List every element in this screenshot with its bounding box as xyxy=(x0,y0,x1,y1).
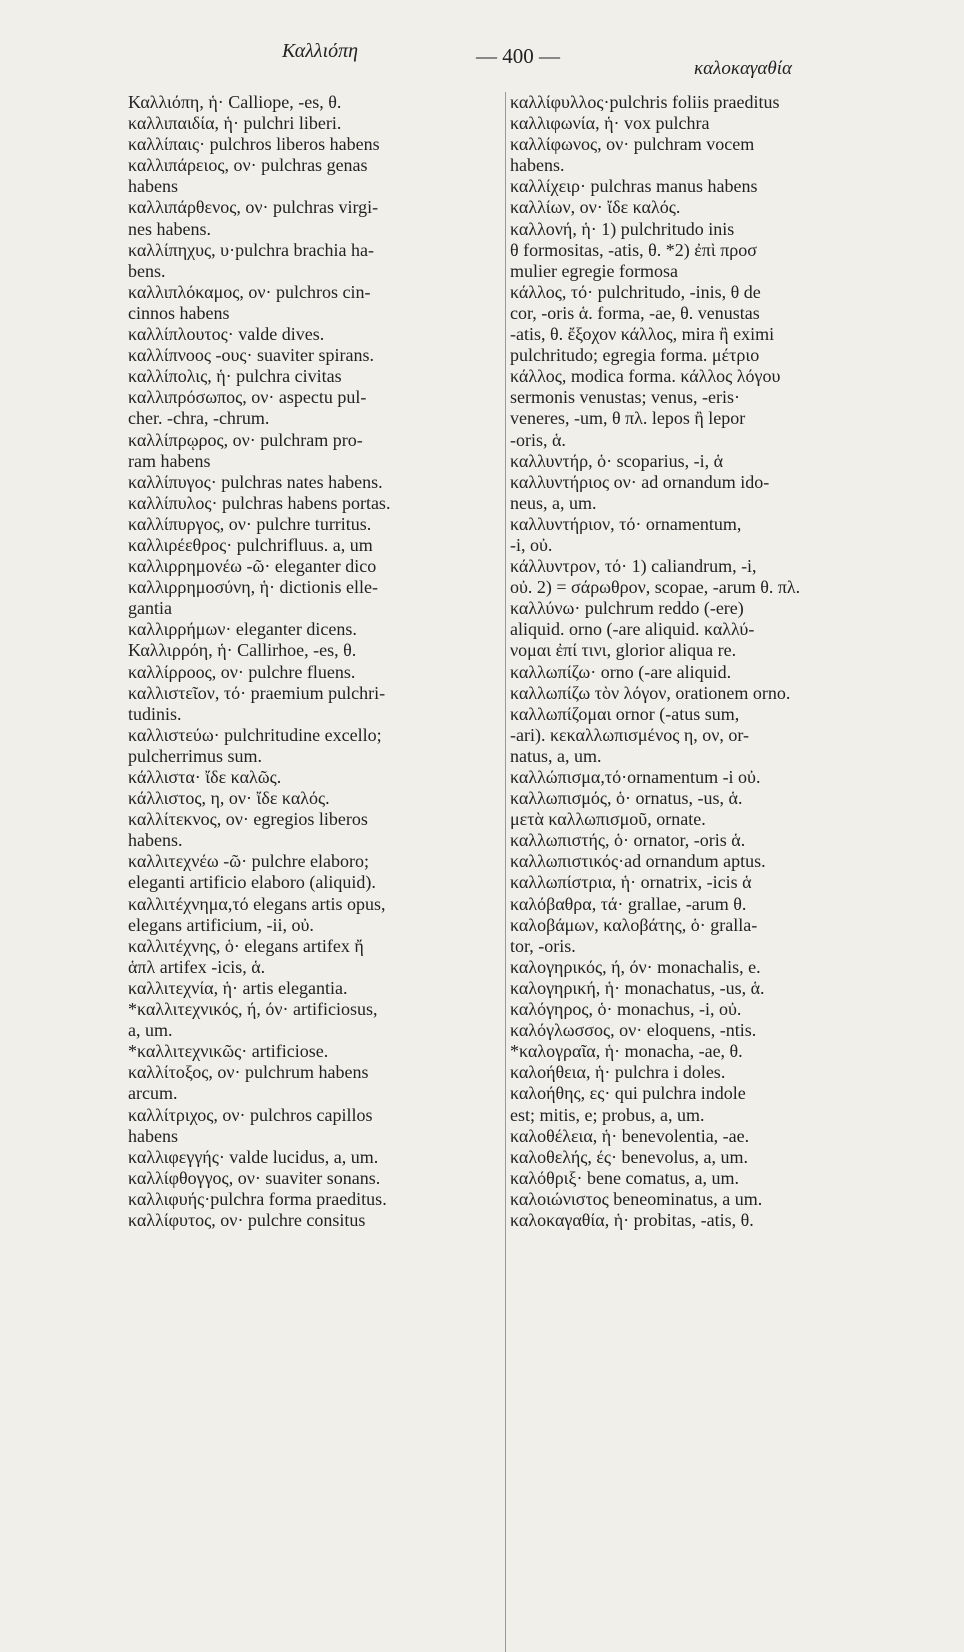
entry-line: -atis, θ. ἔξοχον κάλλος, mira ἢ eximi xyxy=(510,324,775,345)
entry-line: καλλωπίζω τὸν λόγον, orationem orno. xyxy=(510,682,791,703)
entry-line: καλλίπολις, ἡ· pulchra civitas xyxy=(128,366,342,387)
entry-line: καλλωπίστρια, ἡ· ornatrix, -icis ἁ xyxy=(510,872,752,893)
entry-line: *καλλιτεχνικός, ή, όν· artificiosus, xyxy=(128,999,378,1020)
entry-line: καλλίτοξος, ον· pulchrum habens xyxy=(128,1062,369,1083)
entry-line: natus, a, um. xyxy=(510,745,602,766)
entry-line: καλλιτεχνέω -ῶ· pulchre elaboro; xyxy=(128,851,370,872)
left-column xyxy=(128,92,500,1231)
entry-line: καλλιτέχνης, ὁ· elegans artifex ἤ xyxy=(128,935,364,956)
entry-line: mulier egregie formosa xyxy=(510,260,678,281)
entry-line: καλλιπαιδία, ἡ· pulchri liberi. xyxy=(128,113,342,134)
entry-line: -ari). κεκαλλωπισμένος η, ον, or- xyxy=(510,724,750,745)
entry-line: καλλίων, ον· ἴδε καλός. xyxy=(510,197,681,218)
entry-line: ἁπλ artifex -icis, ἁ. xyxy=(128,956,266,977)
entry-line: a, um. xyxy=(128,1020,173,1041)
entry-line: καλλιπάρειος, ον· pulchras genas xyxy=(128,155,368,176)
entry-line: *καλογραῖα, ἡ· monacha, -ae, θ. xyxy=(510,1041,743,1062)
entry-line: tor, -oris. xyxy=(510,935,576,956)
entry-line: Καλλιόπη, ἡ· Calliope, -es, θ. xyxy=(128,92,342,112)
entry-line: καλλίρροος, ον· pulchre fluens. xyxy=(128,661,356,682)
entry-line: καλλιπάρθενος, ον· pulchras virgi- xyxy=(128,197,379,218)
entry-line: καλόθριξ· bene comatus, a, um. xyxy=(510,1167,739,1188)
page-number: — 400 — xyxy=(476,44,560,68)
entry-line: νομαι ἐπί τινι, glorior aliqua re. xyxy=(510,640,737,661)
entry-line: καλλίφυλλος·pulchris foliis praeditus xyxy=(510,92,780,112)
right-column xyxy=(510,92,882,1231)
entry-line: θ formositas, -atis, θ. *2) ἐπὶ προσ xyxy=(510,239,757,260)
entry-line: aliquid. orno (-are aliquid. καλλύ- xyxy=(510,619,755,640)
entry-line: καλόγηρος, ὁ· monachus, -i, οὐ. xyxy=(510,999,742,1020)
header-left-word: Καλλιόπη xyxy=(282,40,359,62)
entry-line: καλλίφυτος, ον· pulchre consitus xyxy=(128,1209,366,1230)
entry-line: καλλιφεγγής· valde lucidus, a, um. xyxy=(128,1146,379,1167)
entry-line: est; mitis, e; probus, a, um. xyxy=(510,1104,705,1125)
entry-line: καλλυντήριον, τό· ornamentum, xyxy=(510,513,742,534)
entry-line: καλλίφθογγος, ον· suaviter sonans. xyxy=(128,1167,381,1188)
entry-line: καλοήθεια, ἡ· pulchra i doles. xyxy=(510,1062,726,1083)
entry-line: cher. -chra, -chrum. xyxy=(128,408,270,429)
entry-line: καλλίπνοος -ους· suaviter spirans. xyxy=(128,345,374,366)
entry-line: καλλιρρήμων· eleganter dicens. xyxy=(128,619,357,640)
entry-line: κάλλιστος, η, ον· ἴδε καλός. xyxy=(128,788,330,809)
entry-line: neus, a, um. xyxy=(510,492,597,513)
entry-line: καλλύνω· pulchrum reddo (-ere) xyxy=(510,598,744,619)
entry-line: καλλιρρημονέω -ῶ· eleganter dico xyxy=(128,556,377,577)
entry-line: καλλίφωνος, ον· pulchram vocem xyxy=(510,134,755,155)
entry-line: καλοθέλεια, ἡ· benevolentia, -ae. xyxy=(510,1125,750,1146)
entry-line: καλλίπλουτος· valde dives. xyxy=(128,324,325,345)
entry-line: καλλιφωνία, ἡ· vox pulchra xyxy=(510,113,710,134)
entry-line: veneres, -um, θ πλ. lepos ἢ lepor xyxy=(510,408,746,429)
entry-line: ram habens xyxy=(128,450,211,471)
entry-line: καλοιώνιστος beneominatus, a um. xyxy=(510,1188,763,1209)
entry-line: καλλιπλόκαμος, ον· pulchros cin- xyxy=(128,281,371,302)
entry-line: καλλονή, ἡ· 1) pulchritudo inis xyxy=(510,218,735,239)
entry-line: habens. xyxy=(510,155,565,176)
entry-line: καλλυντήρ, ὁ· scoparius, -i, ἁ xyxy=(510,450,724,471)
entry-line: tudinis. xyxy=(128,703,182,724)
entry-line: cinnos habens xyxy=(128,302,230,323)
entry-line: καλλώπισμα,τό·ornamentum -i οὐ. xyxy=(510,767,761,787)
entry-line: καλλίπηχυς, υ·pulchra brachia ha- xyxy=(128,239,374,260)
entry-line: καλλιπρόσωπος, ον· aspectu pul- xyxy=(128,387,367,408)
entry-line: καλογηρική, ἡ· monachatus, -us, ἁ. xyxy=(510,977,765,998)
entry-line: -oris, ἁ. xyxy=(510,429,566,450)
entry-line: καλλιστεῖον, τό· praemium pulchri- xyxy=(128,682,386,703)
entry-line: κάλλος, τό· pulchritudo, -inis, θ de xyxy=(510,281,761,302)
entry-line: καλλιστεύω· pulchritudine excello; xyxy=(128,724,382,745)
entry-line: καλλίπυργος, ον· pulchre turritus. xyxy=(128,513,372,534)
entry-line: καλλωπιστής, ὁ· ornator, -oris ἁ. xyxy=(510,830,746,851)
entry-line: καλλωπίζω· orno (-are aliquid. xyxy=(510,661,732,682)
entry-line: καλλιρρημοσύνη, ἡ· dictionis elle- xyxy=(128,577,378,598)
entry-line: καλλωπισμός, ὁ· ornatus, -us, ἁ. xyxy=(510,788,743,809)
entry-line: καλλίπυγος· pulchras nates habens. xyxy=(128,471,383,492)
entry-line: καλλιρέεθρος· pulchrifluus. a, um xyxy=(128,534,373,555)
entry-line: gantia xyxy=(128,598,172,619)
entry-line: καλλίπαις· pulchros liberos habens xyxy=(128,134,380,155)
entry-line: καλόγλωσσος, ον· eloquens, -ntis. xyxy=(510,1020,757,1041)
entry-line: κάλλος, modica forma. κάλλος λόγου xyxy=(510,366,781,387)
entry-line: οὐ. 2) = σάρωθρον, scopae, -arum θ. πλ. xyxy=(510,577,801,598)
entry-line: καλλίτεκνος, ον· egregios liberos xyxy=(128,809,368,830)
entry-line: habens xyxy=(128,1125,178,1146)
entry-line: καλλιφυής·pulchra forma praeditus. xyxy=(128,1188,387,1209)
entry-line: καλλυντήριος ον· ad ornandum ido- xyxy=(510,471,770,492)
entry-line: elegans artificium, -ii, οὐ. xyxy=(128,914,314,935)
entry-line: καλλίχειρ· pulchras manus habens xyxy=(510,176,758,197)
entry-line: sermonis venustas; venus, -eris· xyxy=(510,387,740,408)
entry-line: arcum. xyxy=(128,1083,178,1104)
entry-line: καλλωπιστικός·ad ornandum aptus. xyxy=(510,851,766,872)
entry-line: καλλίπυλος· pulchras habens portas. xyxy=(128,492,391,513)
entry-line: κάλλυντρον, τό· 1) caliandrum, -i, xyxy=(510,556,757,577)
column-divider xyxy=(505,92,506,1652)
entry-line: καλοήθης, ες· qui pulchra indole xyxy=(510,1083,746,1104)
entry-line: nes habens. xyxy=(128,218,211,239)
entry-line: καλοβάμων, καλοβάτης, ὁ· gralla- xyxy=(510,914,758,935)
entry-line: bens. xyxy=(128,260,166,281)
entry-line: κάλλιστα· ἴδε καλῶς. xyxy=(128,767,282,787)
entry-line: habens. xyxy=(128,830,183,851)
entry-line: *καλλιτεχνικῶς· artificiose. xyxy=(128,1041,329,1062)
entry-line: καλλίπρῳρος, ον· pulchram pro- xyxy=(128,429,363,450)
entry-line: καλλιτεχνία, ἡ· artis elegantia. xyxy=(128,977,348,998)
entry-line: καλόβαθρα, τά· grallae, -arum θ. xyxy=(510,893,747,914)
entry-line: καλλιτέχνημα,τό elegans artis opus, xyxy=(128,893,386,914)
entry-line: pulcherrimus sum. xyxy=(128,745,262,766)
entry-line: μετὰ καλλωπισμοῦ, ornate. xyxy=(510,809,706,830)
entry-line: cor, -oris ἁ. forma, -ae, θ. venustas xyxy=(510,302,760,323)
entry-line: habens xyxy=(128,176,178,197)
entry-line: pulchritudo; egregia forma. μέτριο xyxy=(510,345,760,366)
entry-line: Καλλιρρόη, ἡ· Callirhoe, -es, θ. xyxy=(128,640,357,661)
entry-line: καλλίτριχος, ον· pulchros capillos xyxy=(128,1104,373,1125)
entry-line: -i, οὐ. xyxy=(510,534,553,555)
entry-line: καλοθελής, ές· benevolus, a, um. xyxy=(510,1146,749,1167)
entry-line: καλογηρικός, ή, όν· monachalis, e. xyxy=(510,956,761,977)
header-right-word: καλοκαγαθία xyxy=(694,58,792,79)
entry-line: καλοκαγαθία, ἡ· probitas, -atis, θ. xyxy=(510,1209,754,1230)
entry-line: καλλωπίζομαι ornor (-atus sum, xyxy=(510,703,740,724)
entry-line: eleganti artificio elaboro (aliquid). xyxy=(128,872,376,893)
